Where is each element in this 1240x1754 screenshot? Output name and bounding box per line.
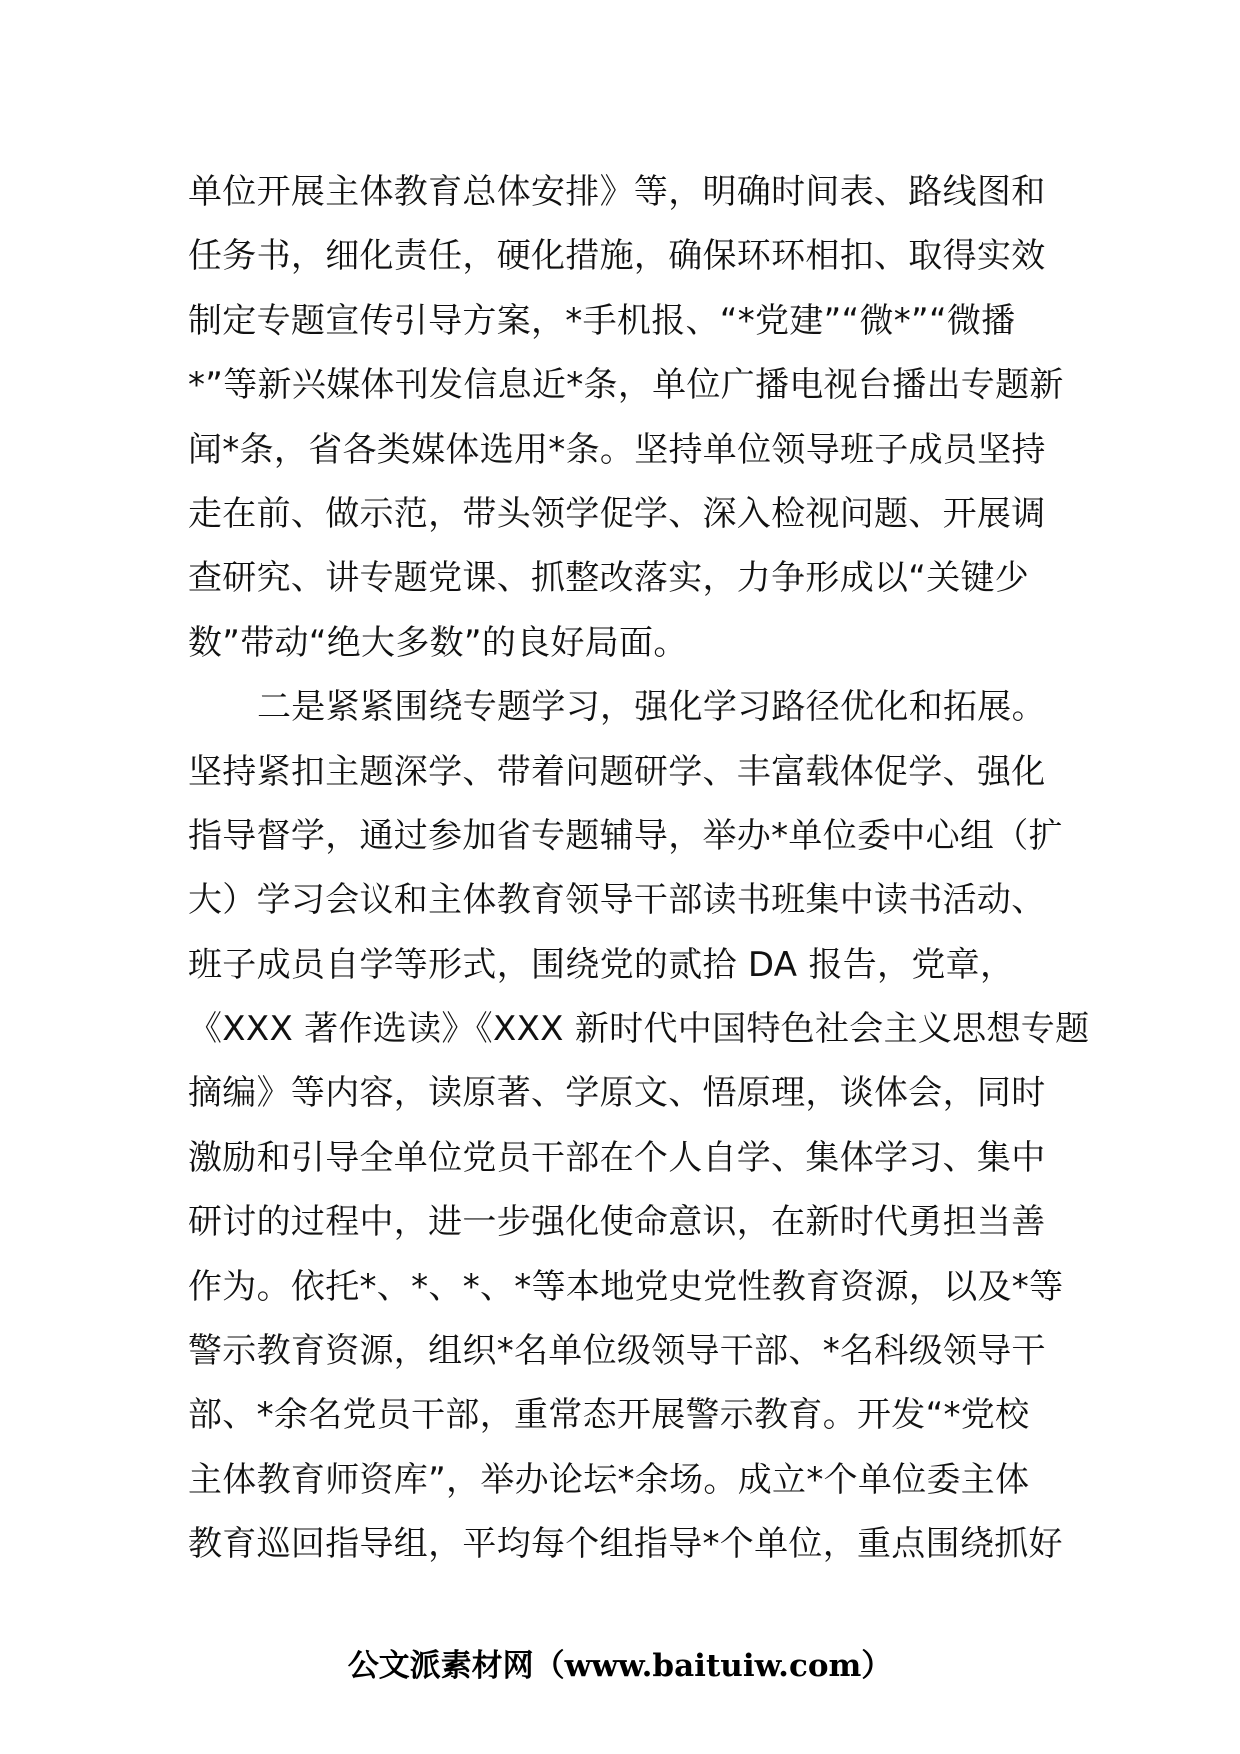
footer-watermark: 公文派素材网（www.baituiw.com） — [347, 1648, 893, 1684]
body-line: 数”带动“绝大多数”的良好局面。 — [188, 622, 688, 663]
body-line: 《XXX 著作选读》《XXX 新时代中国特色社会主义思想专题 — [188, 1009, 1090, 1050]
body-line: 警示教育资源，组织*名单位级领导干部、*名科级领导干 — [188, 1331, 1046, 1372]
body-line: 查研究、讲专题党课、抓整改落实，力争形成以“关键少 — [188, 558, 1030, 599]
body-line: 单位开展主体教育总体安排》等，明确时间表、路线图和 — [188, 172, 1046, 212]
body-line: 教育巡回指导组，平均每个组指导*个单位，重点围绕抓好 — [188, 1524, 1063, 1565]
body-line: *”等新兴媒体刊发信息近*条，单位广播电视台播出专题新 — [188, 365, 1064, 406]
paragraph-start-line: 二是紧紧围绕专题学习，强化学习路径优化和拓展。 — [257, 687, 1046, 728]
body-line: 摘编》等内容，读原著、学原文、悟原理，谈体会，同时 — [188, 1073, 1046, 1114]
body-line: 大）学习会议和主体教育领导干部读书班集中读书活动、 — [188, 880, 1046, 921]
body-line: 主体教育师资库”，举办论坛*余场。成立*个单位委主体 — [188, 1459, 1030, 1500]
body-line: 制定专题宣传引导方案，*手机报、“*党建”“微*”“微播 — [188, 300, 1016, 341]
body-line: 班子成员自学等形式，围绕党的贰拾 DA 报告，党章， — [188, 944, 1015, 985]
body-line: 部、*余名党员干部，重常态开展警示教育。开发“*党校 — [188, 1395, 1030, 1436]
body-line: 任务书，细化责任，硬化措施，确保环环相扣、取得实效 — [188, 236, 1046, 277]
body-line: 作为。依托*、*、*、*等本地党史党性教育资源，以及*等 — [188, 1266, 1064, 1307]
body-line: 走在前、做示范，带头领学促学、深入检视问题、开展调 — [188, 493, 1046, 534]
body-line: 研讨的过程中，进一步强化使命意识，在新时代勇担当善 — [188, 1202, 1046, 1243]
body-line: 激励和引导全单位党员干部在个人自学、集体学习、集中 — [188, 1137, 1046, 1178]
body-line: 指导督学，通过参加省专题辅导，举办*单位委中心组（扩 — [188, 815, 1063, 856]
document-body — [188, 160, 1090, 1577]
body-line: 坚持紧扣主题深学、带着问题研学、丰富载体促学、强化 — [188, 751, 1046, 792]
body-line: 闻*条，省各类媒体选用*条。坚持单位领导班子成员坚持 — [188, 429, 1046, 470]
